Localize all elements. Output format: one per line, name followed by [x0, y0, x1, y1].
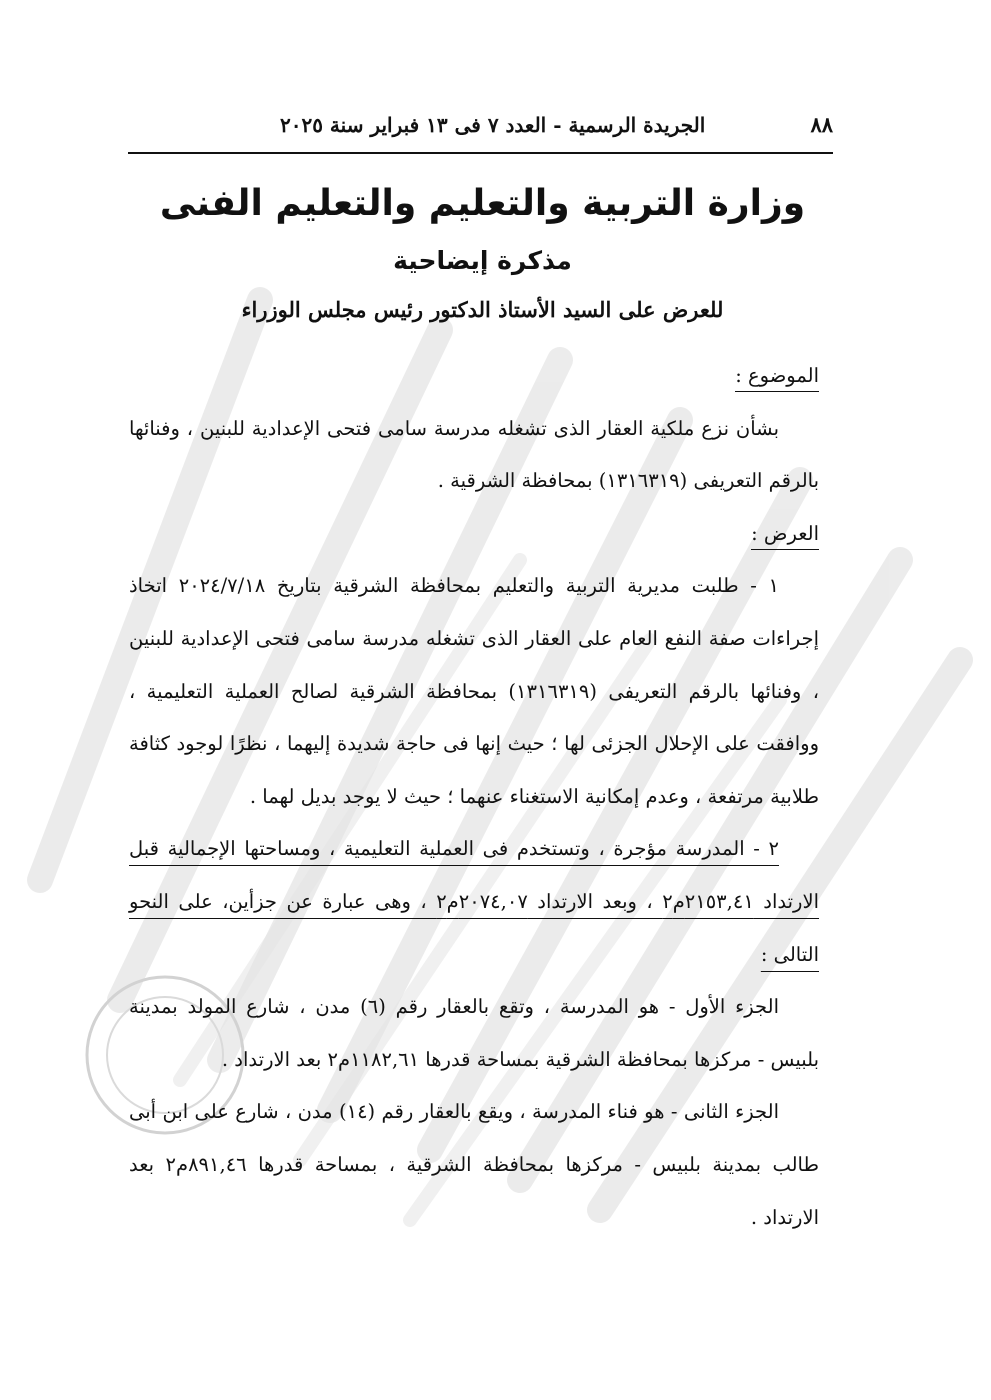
subject-heading: الموضوع :: [129, 350, 819, 403]
document-body: [129, 350, 819, 1244]
part-2: الجزء الثانى - هو فناء المدرسة ، ويقع بالعقار رقم (١٤) مدن ، شارع على ابن أبى طالب بمدينة بلبيس - مركزها بمحافظة الشرقية ، بمساحة قدرها ٨٩١,٤٦م٢ بعد الارتداد .: [129, 1100, 819, 1229]
page-number: ٨٨: [810, 112, 833, 137]
memo-title: مذكرة إيضاحية: [393, 246, 572, 275]
paragraph-2: ٢ - المدرسة مؤجرة ، وتستخدم فى العملية التعليمية ، ومساحتها الإجمالية قبل الارتداد ٢١٥٣,٤١م٢ ، وبعد الارتداد ٢٠٧٤,٠٧م٢ ، وهى عبارة عن جزأين، على النحو التالى :: [129, 837, 820, 966]
gazette-header-title: الجريدة الرسمية - العدد ٧ فى ١٣ فبراير سنة ٢٠٢٥: [280, 113, 706, 137]
paragraph-1: ١ - طلبت مديرية التربية والتعليم بمحافظة الشرقية بتاريخ ٢٠٢٤/٧/١٨ اتخاذ إجراءات صفة النفع العام على العقار الذى تشغله مدرسة سامى فتحى الإعدادية للبنين ، وفنائها بالرقم التعريفى (١٣١٦٣١٩) بمحافظة الشرقية لصالح العملية التعليمية ، ووافقت على الإحلال الجزئى لها ؛ حيث إنها فى حاجة شديدة إليهما ، نظرًا لوجود كثافة طلابية مرتفعة ، وعدم إمكانية الاستغناء عنهما ؛ حيث لا يوجد بديل لهما .: [129, 574, 819, 808]
addressee-line: للعرض على السيد الأستاذ الدكتور رئيس مجلس الوزراء: [241, 297, 724, 322]
subject-text: بشأن نزع ملكية العقار الذى تشغله مدرسة سامى فتحى الإعدادية للبنين ، وفنائها بالرقم التعريفى (١٣١٦٣١٩) بمحافظة الشرقية .: [129, 416, 819, 493]
ministry-title: وزارة التربية والتعليم والتعليم الفنى: [159, 183, 806, 224]
presentation-heading: العرض :: [129, 508, 819, 561]
page-header: [130, 112, 833, 148]
part-1: الجزء الأول - هو المدرسة ، وتقع بالعقار رقم (٦) مدن ، شارع المولد بمدينة بلبيس - مركزها بمحافظة الشرقية بمساحة قدرها ١١٨٢,٦١م٢ بعد الارتداد .: [129, 995, 819, 1071]
header-divider: [128, 152, 833, 154]
